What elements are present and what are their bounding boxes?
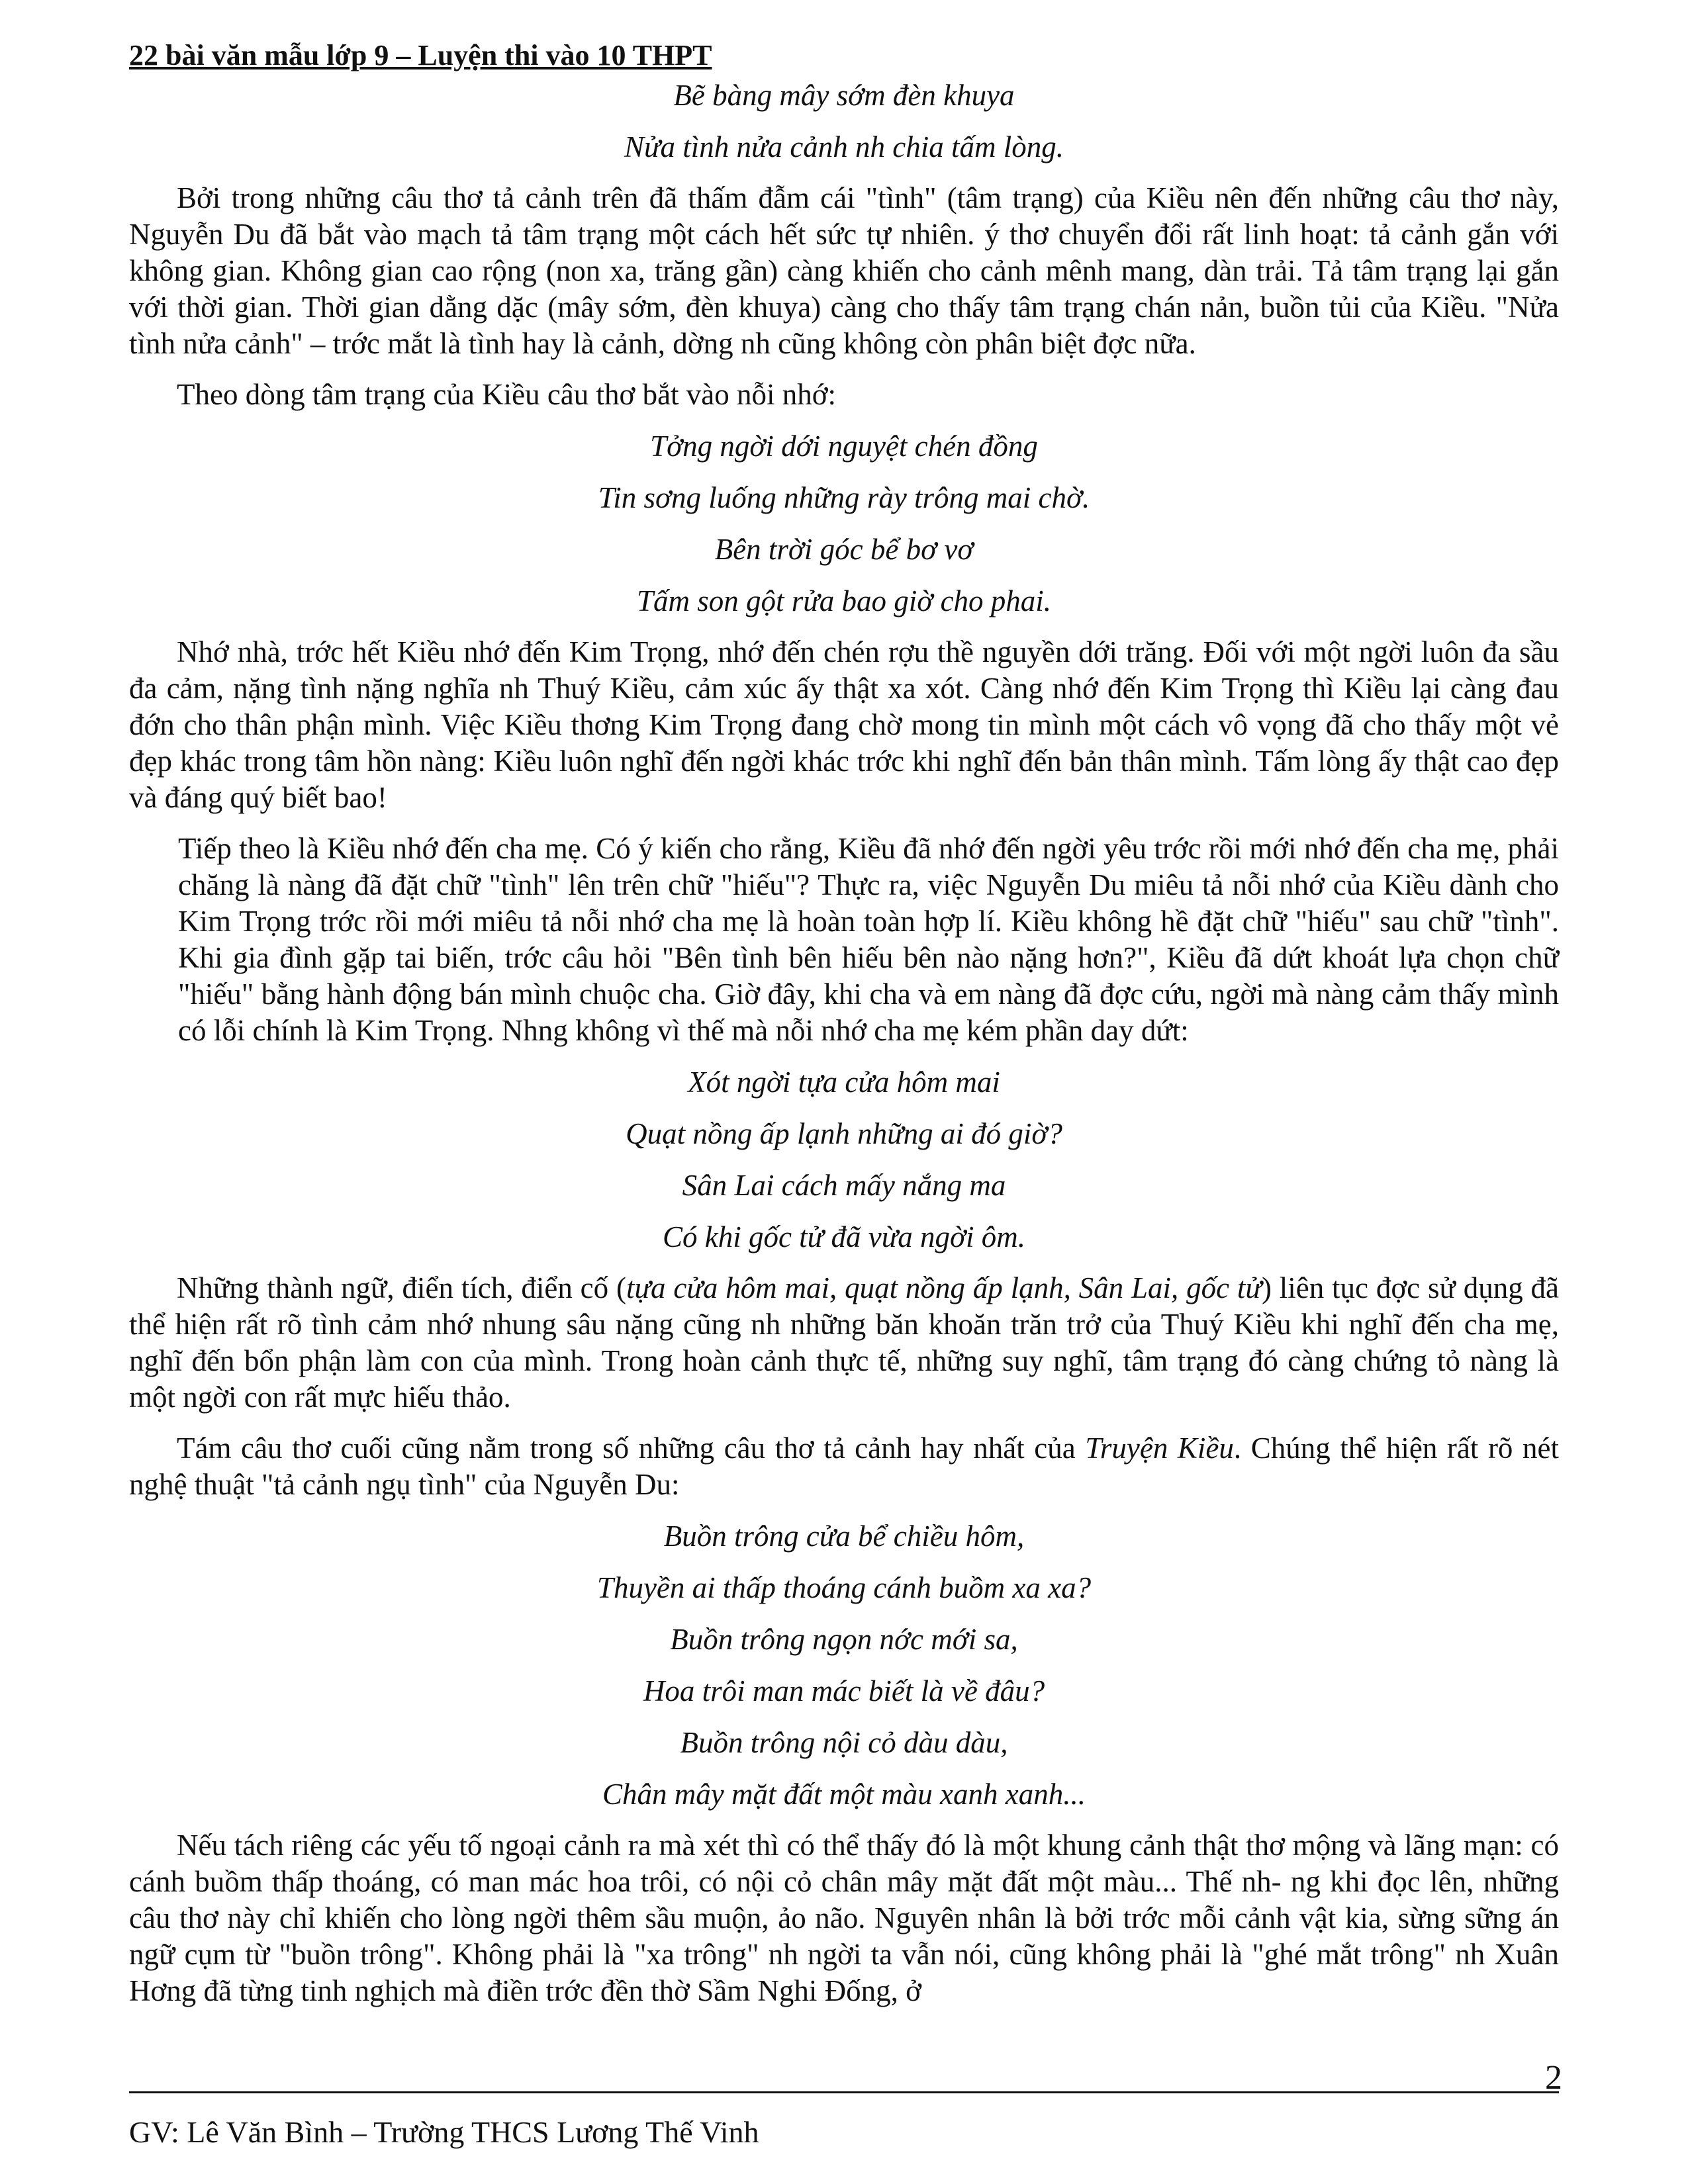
verse-line: Hoa trôi man mác biết là về đâu? <box>643 1674 1045 1707</box>
verse-line: Buồn trông nội cỏ dàu dàu, <box>680 1726 1008 1759</box>
verse-line: Xót ngời tựa cửa hôm mai <box>688 1066 1000 1099</box>
paragraph-6-italic-title: Truyện Kiều <box>1085 1432 1234 1465</box>
verse-line: Thuyền ai thấp thoáng cánh buồm xa xa? <box>596 1571 1092 1604</box>
verse-line: Tởng ngời dới nguyệt chén đồng <box>650 430 1038 463</box>
paragraph-7: Nếu tách riêng các yếu tố ngoại cảnh ra mà xét thì có thể thấy đó là một khung cảnh thật thơ mộng và lãng mạn: có cánh buồm thấp thoáng, có man mác hoa trôi, có nội cỏ chân mây mặt đất một màu... Thế nh- ng khi đọc lên, những câu thơ này chỉ khiến cho lòng ngời thêm sầu muộn, ảo não. Nguyên nhân là bởi trớc mỗi cảnh vật kia, sừng sững án ngữ cụm từ "buồn trông". Không phải là "xa trông" nh ngời ta vẫn nói, cũng không phải là "ghé mắt trông" nh Xuân Hơng đã từng tinh nghịch mà điền trớc đền thờ Sầm Nghi Đống, ở <box>129 1829 1559 2007</box>
verse-line: Tin sơng luống những rày trông mai chờ. <box>598 481 1090 514</box>
paragraph-6 <box>129 1430 1559 1503</box>
verse-line: Buồn trông ngọn nớc mới sa, <box>670 1623 1018 1656</box>
verse-block-1 <box>129 77 1559 165</box>
verse-line: Sân Lai cách mấy nắng ma <box>682 1169 1006 1202</box>
paragraph-5 <box>129 1270 1559 1416</box>
footer-divider <box>129 2091 1559 2093</box>
verse-line: Bên trời góc bể bơ vơ <box>714 533 974 566</box>
paragraph-3: Nhớ nhà, trớc hết Kiều nhớ đến Kim Trọng, nhớ đến chén rợu thề nguyền dới trăng. Đối với một ngời luôn đa sầu đa cảm, nặng tình nặng nghĩa nh Thuý Kiều, cảm xúc ấy thật xa xót. Càng nhớ đến Kim Trọng thì Kiều lại càng đau đớn cho thân phận mình. Việc Kiều thơng Kim Trọng đang chờ mong tin mình một cách vô vọng đã cho thấy một vẻ đẹp khác trong tâm hồn nàng: Kiều luôn nghĩ đến ngời khác trớc khi nghĩ đến bản thân mình. Tấm lòng ấy thật cao đẹp và đáng quý biết bao! <box>129 635 1559 814</box>
verse-line: Nửa tình nửa cảnh nh chia tấm lòng. <box>624 130 1064 163</box>
paragraph-5-text-before: Những thành ngữ, điển tích, điển cố ( <box>177 1271 626 1304</box>
document-header-title: 22 bài văn mẫu lớp 9 – Luyện thi vào 10 THPT <box>129 39 712 71</box>
verse-block-4 <box>129 1518 1559 1813</box>
verse-line: Có khi gốc tử đã vừa ngời ôm. <box>662 1220 1026 1253</box>
verse-line: Buồn trông cửa bể chiều hôm, <box>663 1520 1025 1553</box>
page-number: 2 <box>1545 2059 1562 2097</box>
paragraph-6-text-after: . Chúng thể hiện rất rõ nét nghệ thuật "tả cảnh ngụ tình" của Nguyễn Du: <box>129 1432 1559 1501</box>
footer-author: GV: Lê Văn Bình – Trường THCS Lương Thế Vinh <box>129 2115 759 2149</box>
document-body <box>129 77 1559 2024</box>
paragraph-1: Bởi trong những câu thơ tả cảnh trên đã thấm đẫm cái "tình" (tâm trạng) của Kiều nên đến những câu thơ này, Nguyễn Du đã bắt vào mạch tả tâm trạng một cách hết sức tự nhiên. ý thơ chuyển đổi rất linh hoạt: tả cảnh gắn với không gian. Không gian cao rộng (non xa, trăng gần) càng khiến cho cảnh mênh mang, dàn trải. Tả tâm trạng lại gắn với thời gian. Thời gian dằng dặc (mây sớm, đèn khuya) càng cho thấy tâm trạng chán nản, buồn tủi của Kiều. "Nửa tình nửa cảnh" – trớc mắt là tình hay là cảnh, dờng nh cũng không còn phân biệt đợc nữa. <box>129 181 1559 360</box>
verse-line: Bẽ bàng mây sớm đèn khuya <box>673 79 1015 112</box>
paragraph-6-text-before: Tám câu thơ cuối cũng nằm trong số những câu thơ tả cảnh hay nhất của <box>177 1432 1086 1465</box>
verse-line: Tấm son gột rửa bao giờ cho phai. <box>636 584 1052 617</box>
paragraph-2: Theo dòng tâm trạng của Kiều câu thơ bắt vào nỗi nhớ: <box>177 378 837 411</box>
verse-block-2 <box>129 428 1559 619</box>
paragraph-5-text-after: ) liên tục đợc sử dụng đã thể hiện rất rõ tình cảm nhớ nhung sâu nặng cũng nh những băn khoăn trăn trở của Thuý Kiều khi nghĩ đến cha mẹ, nghĩ đến bổn phận làm con của mình. Trong hoàn cảnh thực tế, những suy nghĩ, tâm trạng đó càng chứng tỏ nàng là một ngời con rất mực hiếu thảo. <box>129 1271 1559 1414</box>
paragraph-4: Tiếp theo là Kiều nhớ đến cha mẹ. Có ý kiến cho rằng, Kiều đã nhớ đến ngời yêu trớc rồi mới nhớ đến cha mẹ, phải chăng là nàng đã đặt chữ "tình" lên trên chữ "hiếu"? Thực ra, việc Nguyễn Du miêu tả nỗi nhớ của Kiều dành cho Kim Trọng trớc rồi mới miêu tả nỗi nhớ cha mẹ là hoàn toàn hợp lí. Kiều không hề đặt chữ "hiếu" sau chữ "tình". Khi gia đình gặp tai biến, trớc câu hỏi "Bên tình bên hiếu bên nào nặng hơn?", Kiều đã dứt khoát lựa chọn chữ "hiếu" bằng hành động bán mình chuộc cha. Giờ đây, khi cha và em nàng đã đợc cứu, ngời mà nàng cảm thấy mình có lỗi chính là Kim Trọng. Nhng không vì thế mà nỗi nhớ cha mẹ kém phần day dứt: <box>178 832 1559 1047</box>
verse-line: Quạt nồng ấp lạnh những ai đó giờ? <box>626 1117 1062 1150</box>
verse-block-3 <box>129 1064 1559 1255</box>
verse-line: Chân mây mặt đất một màu xanh xanh... <box>602 1778 1086 1811</box>
paragraph-5-italic-terms: tựa cửa hôm mai, quạt nồng ấp lạnh, Sân Lai, gốc tử <box>626 1271 1262 1304</box>
